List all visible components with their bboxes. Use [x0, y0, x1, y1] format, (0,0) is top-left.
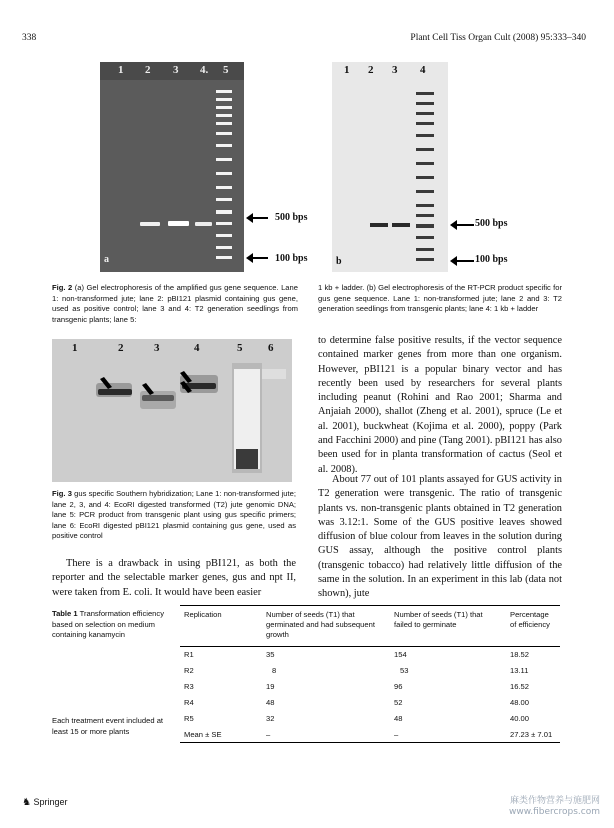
gel-b-graphic: [332, 62, 448, 272]
arrow-icons-a: [246, 210, 270, 266]
table-row: [180, 679, 560, 695]
table-cell: 13.11: [510, 666, 529, 675]
table-cell: R1: [184, 650, 194, 660]
table-1-label: Table 1: [52, 609, 78, 618]
springer-horse-icon: ♞: [22, 797, 31, 808]
table-cell: –: [266, 729, 271, 739]
lane-label: 3: [173, 64, 179, 76]
column-header: Percentage of efficiency: [510, 610, 550, 629]
publisher-name: Springer: [33, 797, 68, 807]
figure-2: [100, 62, 518, 272]
lane-label: 1: [72, 342, 78, 354]
right-body-paragraph-2: About 77 out of 101 plants assayed for GUS activity in T2 generation were transgenic. The ratio of transgenic plants vs. non-transgenic plants obtained in T2 generation was 3.12:1. Some of the GUS positive leaves showed diffusion of blue colour from leaves in the solution during GUS assay, although the positive control plants (transgenic tobacco) had relatively little diffusion of the same in the solution. In an experiment in this lab (data not shown), jute: [318, 474, 562, 600]
table-cell: 154: [394, 650, 407, 660]
table-cell: Mean ± SE: [184, 729, 222, 739]
table-cell: 48: [266, 698, 275, 707]
table-row: [180, 711, 560, 727]
marker-100-b: 100 bps: [475, 254, 508, 265]
table-cell: 27.23 ± 7.01: [510, 729, 553, 739]
figure-3-caption-text: gus specific Southern hybridization; Lane 1: non-transformed jute; lane 2, 3, and 4: EcoRI digested transformed (T2) jute genomic DNA; lane 5: PCR product from transgenic plant using gus specific primers; lane 6: EcoRI digested pBI121 plasmid containing gus gene, used as positive control: [52, 489, 296, 541]
lane-label: 3: [392, 64, 398, 76]
figure-2-caption-left: [52, 283, 298, 325]
table-cell: R3: [184, 682, 194, 691]
table-cell: 18.52: [510, 650, 530, 660]
watermark-cn: 麻类作物营养与施肥网: [509, 796, 600, 806]
figure-3-caption: [52, 489, 296, 542]
column-header: Number of seeds (T1) that germinated and had subsequent growth: [266, 610, 375, 639]
table-cell: 35: [266, 650, 275, 660]
lane-label: 3: [154, 342, 160, 354]
efficiency-table: [180, 605, 560, 743]
table-cell: R2: [184, 666, 194, 675]
table-1-note: Each treatment event included at least 15 or more plants: [52, 716, 164, 736]
table-cell: 48.00: [510, 698, 530, 707]
table-row: [180, 647, 560, 663]
table-cell: R4: [184, 698, 194, 707]
table-cell: 48: [394, 714, 403, 723]
arrow-icons-b: [450, 215, 476, 269]
figure-2-caption-text: (a) Gel electrophoresis of the amplified gus gene sequence. Lane 1: non-transformed jute; lane 2: pBI121 plasmid containing gus gene, used as positive control; lane 3 and 4: T2 generation seedlings from transgenic plants; lane 5:: [52, 283, 298, 324]
table-cell: 8: [272, 666, 277, 675]
gel-image-b: [332, 62, 448, 272]
lane-label: 5: [237, 342, 243, 354]
lane-label: 4.: [200, 64, 209, 76]
table-cell: 19: [266, 682, 275, 691]
lane-label: 2: [145, 64, 151, 76]
journal-header: Plant Cell Tiss Organ Cult (2008) 95:333–340: [410, 33, 586, 43]
table-cell: 52: [394, 698, 403, 707]
table-cell: 32: [266, 714, 275, 723]
watermark-url: www.fibercrops.com: [509, 807, 600, 817]
figure-2-label: Fig. 2: [52, 283, 73, 292]
lane-label: 5: [223, 64, 229, 76]
table-1-caption: [52, 609, 172, 641]
publisher-logo: [22, 797, 68, 808]
figure-3-label: Fig. 3: [52, 489, 72, 498]
panel-label-b: b: [336, 256, 342, 267]
gel-image-a: [100, 62, 244, 272]
table-cell: 16.52: [510, 682, 530, 691]
column-header: Replication: [184, 610, 222, 619]
lane-label: 4: [420, 64, 426, 76]
figure-2-caption-right: 1 kb + ladder. (b) Gel electrophoresis of the RT-PCR product specific for gus gene sequence. Lane 1: non-transformed jute; lane 2 and 3: T2 generation seedlings from transgenic plants; lane 4: 1 kb + ladder: [318, 283, 562, 314]
table-cell: 96: [394, 682, 403, 691]
lane-label: 6: [268, 342, 274, 354]
table-cell: R5: [184, 714, 194, 723]
table-row: [180, 695, 560, 711]
right-body-paragraph-1: to determine false positive results, if the vector sequence contained marker genes from more than one organism. However, pBI121 is a popular binary vector and has recently been used by researchers for several plants including peanut (Rohini and Rao 2001; Sharma and Anjaiah 2000), shallot (Zheng et al. 2001), spruce (Le et al. 2001), buckwheat (Kojima et al. 2000), poppy (Park and Facchini 2000) and pine (Tang 2001). pBI121 has also been used for in planta transformation of cactus (Seol et al. 2008).: [318, 335, 562, 475]
gel-c-graphic: [52, 339, 292, 482]
marker-500-a: 500 bps: [275, 212, 308, 223]
watermark: [509, 796, 600, 818]
table-cell: 53: [400, 666, 409, 675]
lane-label: 2: [368, 64, 374, 76]
table-header-row: [180, 606, 560, 647]
lane-label: 2: [118, 342, 124, 354]
lane-label: 1: [118, 64, 124, 76]
table-cell: 40.00: [510, 714, 530, 723]
panel-label-a: a: [104, 254, 109, 265]
page-number: 338: [22, 33, 37, 43]
marker-500-b: 500 bps: [475, 218, 508, 229]
table-row: [180, 663, 560, 679]
lane-label: 1: [344, 64, 350, 76]
figure-3-gel: [52, 339, 292, 482]
column-header: Number of seeds (T1) that failed to germinate: [394, 610, 483, 629]
table-row: [180, 727, 560, 743]
gel-a-graphic: [100, 62, 244, 272]
lane-label: 4: [194, 342, 200, 354]
table-1-caption-text: Transformation efficiency based on selection on medium containing kanamycin: [52, 609, 165, 640]
left-body-text: There is a drawback in using pBI121, as both the reporter and the selectable marker genes, gus and npt II, were taken from E. coli. It would have been easier: [52, 558, 296, 598]
table-cell: –: [394, 729, 399, 739]
marker-100-a: 100 bps: [275, 253, 308, 264]
